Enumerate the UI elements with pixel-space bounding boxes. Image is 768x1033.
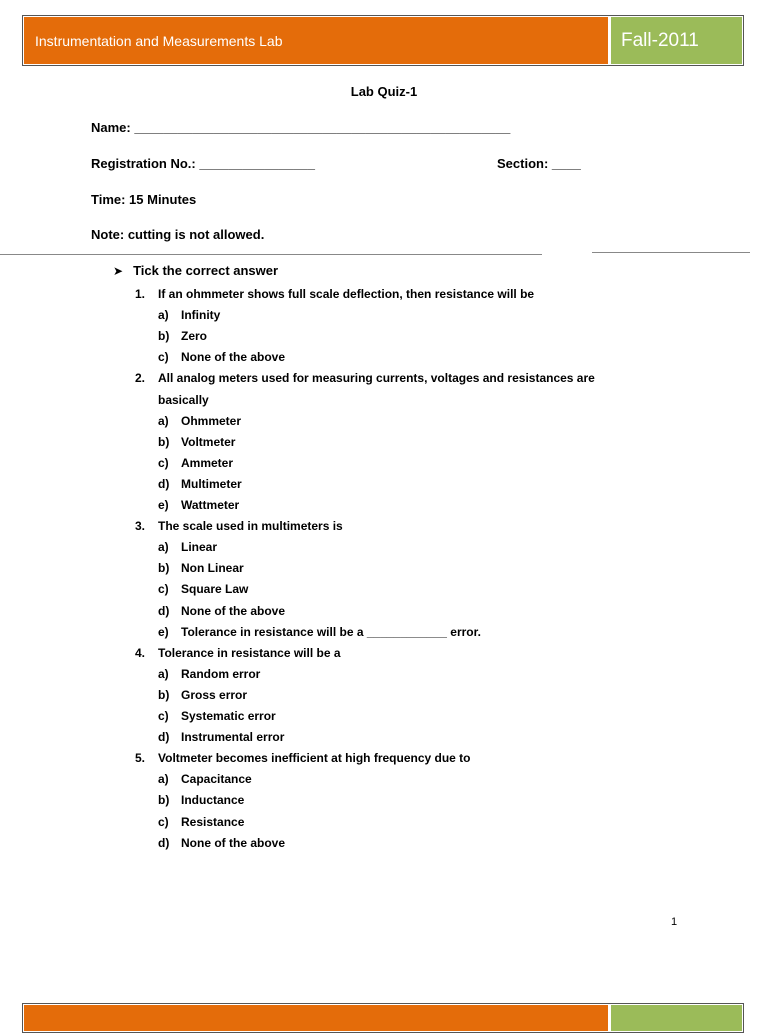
option-text: Tolerance in resistance will be a ____________ error. — [181, 624, 481, 639]
question-text: Voltmeter becomes inefficient at high frequency due to — [158, 751, 471, 766]
question-number: 2. — [135, 371, 146, 386]
option-letter: b) — [158, 687, 170, 702]
option-text: Systematic error — [181, 709, 276, 723]
question-text: The scale used in multimeters is — [158, 519, 343, 534]
question-text: If an ohmmeter shows full scale deflection, then resistance will be — [158, 287, 535, 301]
option-letter: c) — [158, 814, 169, 829]
option-text: Gross error — [181, 687, 248, 702]
question-number: 3. — [135, 519, 146, 534]
option-letter: c) — [158, 455, 169, 470]
question-number: 1. — [135, 287, 146, 301]
option-text: Instrumental error — [181, 730, 285, 745]
term-label: Fall-2011 — [611, 17, 742, 64]
option-letter: a) — [158, 308, 169, 323]
option-letter: b) — [158, 434, 170, 449]
lab-title: Instrumentation and Measurements Lab — [24, 17, 608, 64]
option-text: Capacitance — [181, 772, 252, 787]
option-letter: b) — [158, 329, 170, 344]
footer-green-bar — [611, 1005, 742, 1031]
option-letter: c) — [158, 582, 169, 597]
option-letter: a) — [158, 540, 169, 555]
option-letter: d) — [158, 476, 170, 491]
question-text: basically — [158, 392, 209, 407]
option-letter: c) — [158, 350, 169, 365]
option-text: Zero — [181, 329, 208, 344]
option-text: Linear — [181, 540, 218, 555]
option-text: None of the above — [181, 350, 286, 365]
name-field: Name: ____________________________________________________ — [91, 120, 511, 135]
option-letter: e) — [158, 498, 169, 512]
option-text: None of the above — [181, 835, 286, 850]
option-text: Random error — [181, 666, 261, 681]
section-field: Section: ____ — [497, 156, 581, 171]
option-text: None of the above — [181, 603, 286, 618]
option-text: Infinity — [181, 308, 221, 323]
instruction-text: Tick the correct answer — [133, 263, 279, 278]
page-number: 1 — [671, 916, 678, 928]
option-text: Voltmeter — [181, 434, 236, 449]
option-text: Ohmmeter — [181, 413, 242, 428]
divider-line — [592, 252, 750, 253]
option-letter: b) — [158, 561, 170, 576]
instruction — [113, 263, 278, 278]
question-text: Tolerance in resistance will be a — [158, 645, 341, 660]
option-text: Wattmeter — [181, 498, 240, 512]
option-letter: a) — [158, 666, 169, 681]
divider-line — [0, 254, 542, 255]
option-letter: d) — [158, 835, 170, 850]
option-text: Inductance — [181, 793, 245, 808]
page-footer — [22, 1003, 744, 1033]
option-letter: d) — [158, 730, 170, 745]
quiz-title: Lab Quiz-1 — [350, 84, 418, 99]
question-text: All analog meters used for measuring currents, voltages and resistances are — [158, 371, 595, 386]
option-letter: e) — [158, 624, 169, 639]
page-header — [22, 15, 744, 66]
option-letter: d) — [158, 603, 170, 618]
option-letter: a) — [158, 413, 169, 428]
arrow-bullet-icon: ➤ — [113, 263, 124, 278]
note-label: Note: cutting is not allowed. — [91, 227, 265, 242]
option-text: Square Law — [181, 582, 249, 597]
option-text: Resistance — [181, 814, 245, 829]
option-letter: b) — [158, 793, 170, 808]
option-text: Multimeter — [181, 476, 242, 491]
option-text: Non Linear — [181, 561, 244, 576]
footer-orange-bar — [24, 1005, 608, 1031]
option-letter: a) — [158, 772, 169, 787]
option-text: Ammeter — [181, 455, 234, 470]
question-number: 5. — [135, 751, 146, 766]
time-label: Time: 15 Minutes — [91, 192, 197, 207]
option-letter: c) — [158, 709, 169, 723]
registration-field: Registration No.: ________________ — [91, 156, 316, 171]
question-number: 4. — [135, 645, 146, 660]
